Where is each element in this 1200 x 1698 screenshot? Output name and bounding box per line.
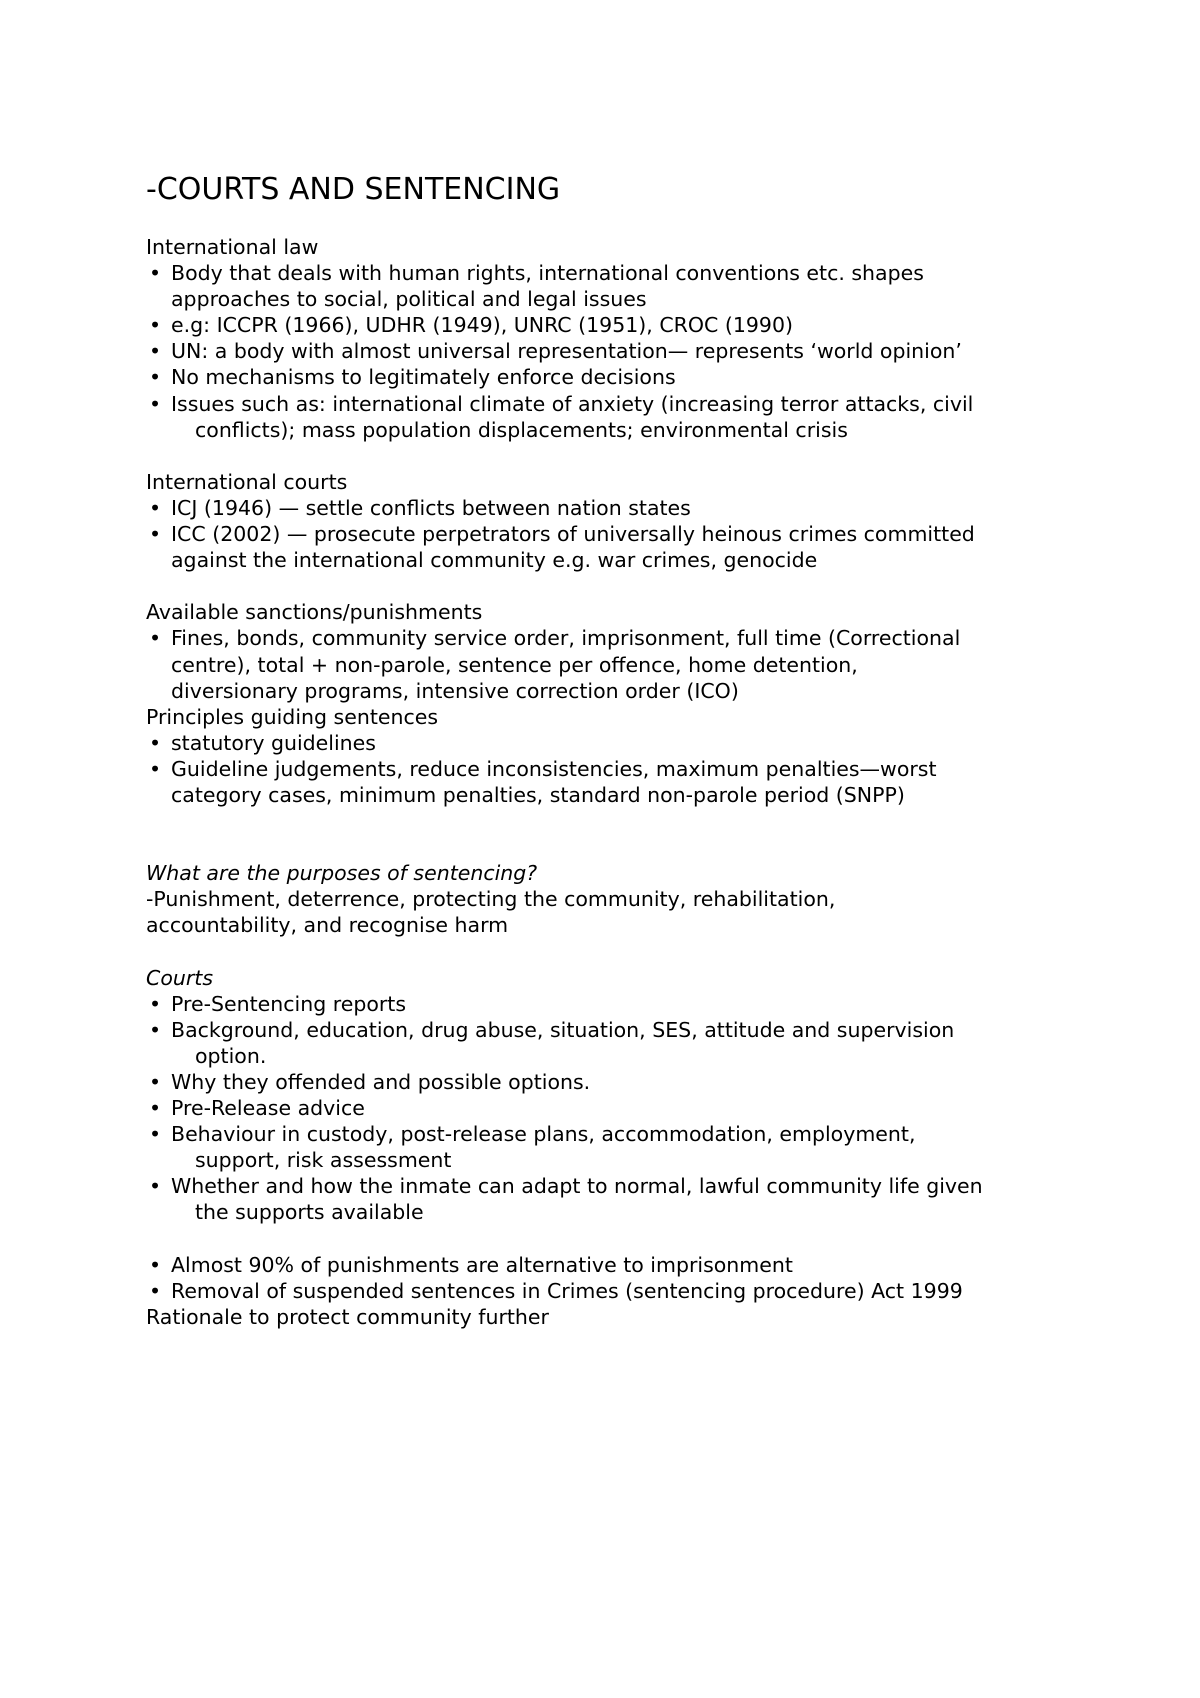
list-item: Pre-Sentencing reports — [171, 991, 407, 1016]
list-item-continuation: option. — [195, 1043, 267, 1068]
list-item: statutory guidelines — [171, 730, 376, 755]
bullet-icon: • — [149, 261, 162, 286]
bullet-icon: • — [149, 1252, 162, 1277]
purposes-answer-line: -Punishment, deterrence, protecting the community, rehabilitation, — [146, 887, 836, 912]
list-item-continuation: the supports available — [195, 1200, 424, 1225]
list-item: Behaviour in custody, post-release plans, accommodation, employment, — [171, 1122, 916, 1147]
bullet-icon: • — [149, 1122, 162, 1147]
list-item: Whether and how the inmate can adapt to normal, lawful community life given — [171, 1174, 983, 1199]
list-item-continuation: conflicts); mass population displacements; environmental crisis — [195, 417, 848, 442]
list-item: ICC (2002) — prosecute perpetrators of universally heinous crimes committed — [171, 522, 975, 547]
bullet-icon: • — [149, 391, 162, 416]
list-item: Pre-Release advice — [171, 1096, 365, 1121]
section-heading-international-courts: International courts — [146, 469, 348, 494]
purposes-question: What are the purposes of sentencing? — [146, 861, 538, 886]
list-item-continuation: support, risk assessment — [195, 1148, 452, 1173]
list-item: UN: a body with almost universal representation— represents ‘world opinion’ — [171, 339, 962, 364]
bullet-icon: • — [149, 1017, 162, 1042]
list-item: Guideline judgements, reduce inconsistencies, maximum penalties—worst — [171, 756, 937, 781]
document-body — [146, 234, 1086, 1330]
list-item-continuation: against the international community e.g. war crimes, genocide — [171, 548, 818, 573]
bullet-icon: • — [149, 313, 162, 338]
list-item: Background, education, drug abuse, situation, SES, attitude and supervision — [171, 1017, 955, 1042]
list-item: Body that deals with human rights, international conventions etc. shapes — [171, 261, 924, 286]
bullet-icon: • — [149, 1174, 162, 1199]
bullet-icon: • — [149, 522, 162, 547]
list-item: e.g: ICCPR (1966), UDHR (1949), UNRC (1951), CROC (1990) — [171, 313, 794, 338]
document-title: -COURTS AND SENTENCING — [146, 172, 561, 207]
list-item: Almost 90% of punishments are alternative to imprisonment — [171, 1252, 793, 1277]
section-heading-principles: Principles guiding sentences — [146, 704, 439, 729]
closing-line: Rationale to protect community further — [146, 1304, 549, 1329]
list-item-continuation: diversionary programs, intensive correction order (ICO) — [171, 678, 739, 703]
bullet-icon: • — [149, 1278, 162, 1303]
list-item: Fines, bonds, community service order, imprisonment, full time (Correctional — [171, 626, 961, 651]
bullet-icon: • — [149, 365, 162, 390]
bullet-icon: • — [149, 1070, 162, 1094]
list-item-continuation: centre), total + non-parole, sentence per offence, home detention, — [171, 652, 858, 677]
list-item: Removal of suspended sentences in Crimes (sentencing procedure) Act 1999 — [171, 1278, 963, 1303]
bullet-icon: • — [149, 339, 162, 364]
list-item: Why they offended and possible options. — [171, 1070, 591, 1094]
list-item: ICJ (1946) — settle conflicts between nation states — [171, 495, 691, 520]
purposes-answer-line: accountability, and recognise harm — [146, 913, 509, 938]
section-heading-courts: Courts — [146, 965, 213, 990]
list-item-continuation: approaches to social, political and legal issues — [171, 287, 647, 312]
list-item-continuation: category cases, minimum penalties, standard non-parole period (SNPP) — [171, 782, 905, 807]
bullet-icon: • — [149, 730, 162, 755]
bullet-icon: • — [149, 756, 162, 781]
section-heading-international-law: International law — [146, 235, 319, 259]
list-item: Issues such as: international climate of anxiety (increasing terror attacks, civil — [171, 391, 974, 416]
section-heading-sanctions: Available sanctions/punishments — [146, 600, 483, 625]
list-item: No mechanisms to legitimately enforce decisions — [171, 365, 676, 390]
bullet-icon: • — [149, 495, 162, 520]
bullet-icon: • — [149, 991, 162, 1016]
bullet-icon: • — [149, 626, 162, 651]
bullet-icon: • — [149, 1096, 162, 1121]
